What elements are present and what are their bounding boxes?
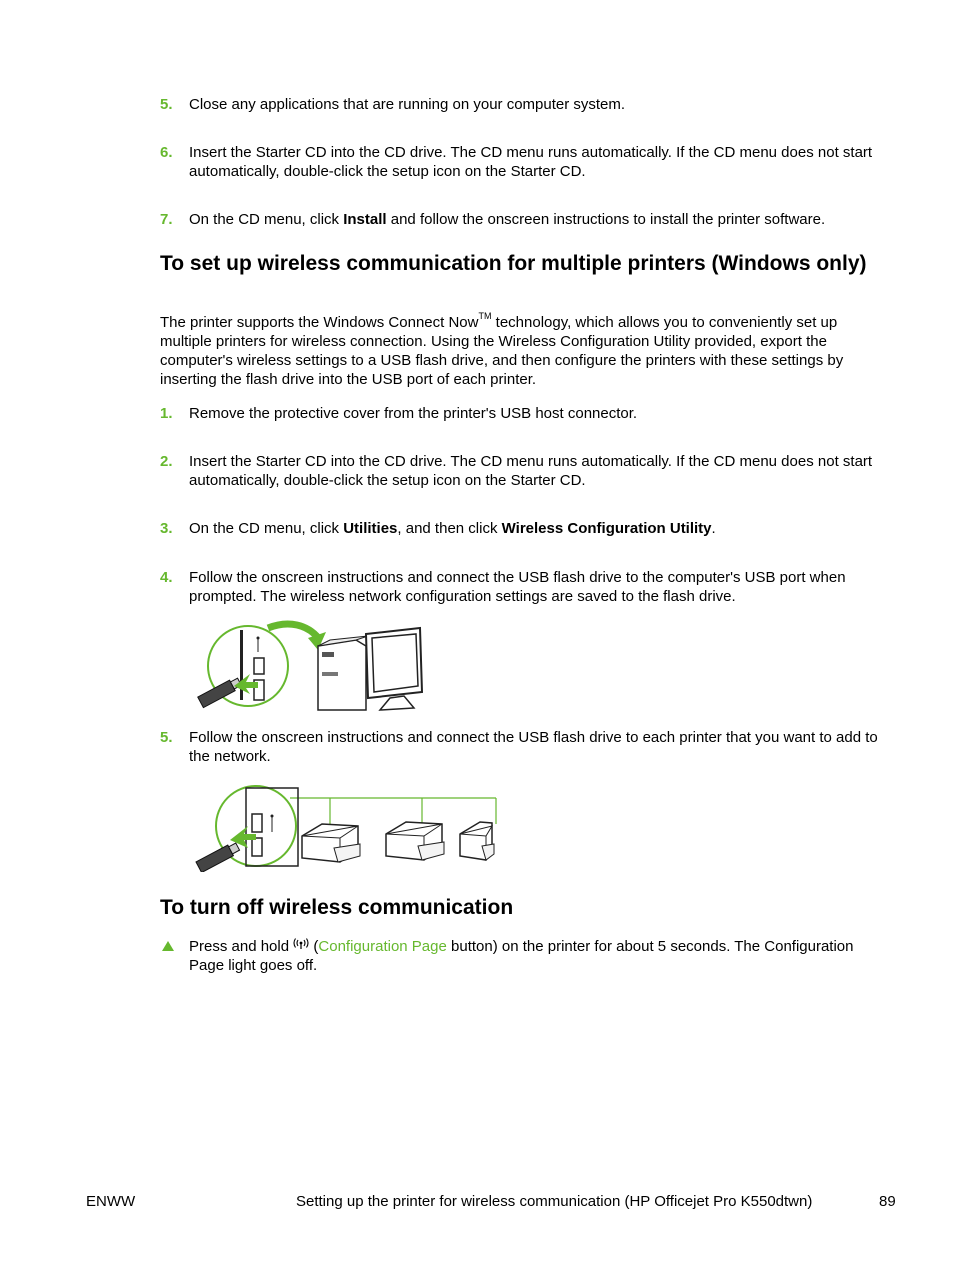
step-7-install: [160, 210, 880, 229]
printer-3: [460, 822, 494, 860]
triangle-bullet-icon: [162, 941, 174, 951]
printer-2: [386, 822, 444, 860]
step-text: Follow the onscreen instructions and connect the USB flash drive to each printer that you want to add to the network.: [189, 729, 878, 765]
figure-usb-to-computer: [190, 620, 430, 712]
step-text: On the CD menu, click Install and follow the onscreen instructions to install the printer software.: [189, 211, 826, 228]
wireless-config-utility-label: Wireless Configuration Utility: [501, 520, 712, 537]
step-5-close-apps: [160, 95, 880, 114]
section-heading-turn-off-wireless: To turn off wireless communication: [160, 896, 514, 919]
section-heading-multiple-printers: To set up wireless communication for multiple printers (Windows only): [160, 252, 867, 275]
configuration-page-link[interactable]: Configuration Page: [318, 938, 447, 955]
trademark: TM: [478, 311, 492, 321]
step-4-connect-usb-computer: [160, 568, 880, 606]
step-5-connect-usb-printers: [160, 728, 880, 766]
page-number: 89: [879, 1193, 896, 1210]
step-text: On the CD menu, click Utilities, and then click Wireless Configuration Utility.: [189, 520, 716, 537]
step-number: 6.: [160, 144, 173, 161]
step-number: 4.: [160, 569, 173, 586]
step-text: Close any applications that are running on your computer system.: [189, 96, 626, 113]
step-number: 1.: [160, 405, 173, 422]
step-1-remove-cover: [160, 404, 880, 423]
step-number: 2.: [160, 453, 173, 470]
step-2-insert-cd: [160, 452, 880, 490]
printer-1: [302, 824, 360, 862]
footer-title: Setting up the printer for wireless communication (HP Officejet Pro K550dtwn): [296, 1193, 813, 1210]
wireless-icon: [293, 938, 309, 950]
step-text: Follow the onscreen instructions and connect the USB flash drive to the computer's USB port when prompted. The wireless network configuration settings are saved to the flash drive.: [189, 569, 846, 605]
step-text: Insert the Starter CD into the CD drive. The CD menu runs automatically. If the CD menu does not start automatically, double-click the setup icon on the Starter CD.: [189, 453, 873, 489]
utilities-label: Utilities: [343, 520, 398, 537]
step-number: 5.: [160, 96, 173, 113]
step-3-utilities: [160, 519, 880, 538]
footer-left: ENWW: [86, 1193, 136, 1210]
install-label: Install: [343, 211, 387, 228]
step-number: 5.: [160, 729, 173, 746]
step-turn-off: [160, 937, 880, 975]
step-number: 7.: [160, 211, 173, 228]
intro-paragraph: The printer supports the Windows Connect Now™ technology, which allows you to conveniently set up multiple printers for wireless connection. Using the Wireless Configuration Utility provided, export the computer's wireless settings to a USB flash drive, and then configure the printers with these settings by inserting the flash drive into the USB port of each printer.: [160, 311, 844, 388]
figure-usb-to-printers: [190, 780, 510, 872]
step-6-insert-cd: [160, 143, 880, 181]
computer-monitor: [366, 628, 422, 710]
step-number: 3.: [160, 520, 173, 537]
step-text: Remove the protective cover from the printer's USB host connector.: [189, 405, 638, 422]
computer-tower: [318, 636, 368, 710]
step-text: Insert the Starter CD into the CD drive. The CD menu runs automatically. If the CD menu does not start automatically, double-click the setup icon on the Starter CD.: [189, 144, 873, 180]
step-text: Press and hold (Configuration Page button) on the printer for about 5 seconds. The Configuration Page light goes off.: [189, 938, 854, 974]
